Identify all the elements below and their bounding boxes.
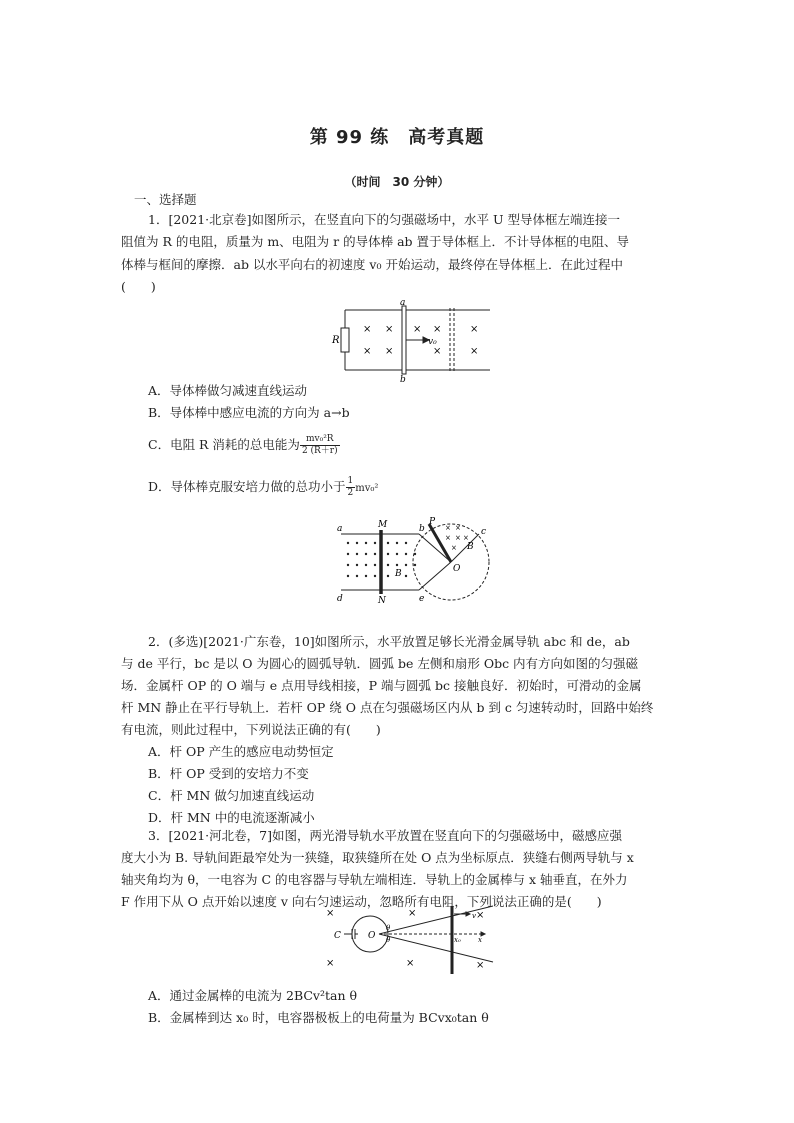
q1-figure <box>325 298 495 385</box>
q1-option-c-text: C．电阻 R 消耗的总电能为 <box>148 437 300 452</box>
svg-text:×: × <box>451 544 457 552</box>
field-cross: × <box>470 324 479 335</box>
q3-line-4: F 作用下从 O 点开始以速度 v 向右匀速运动，忽略所有电阻，下列说法正确的是( ) <box>121 894 602 909</box>
svg-text:×: × <box>455 524 461 532</box>
page-title: 第 99 练 高考真题 <box>309 127 485 148</box>
q3-line-2: 度大小为 B. 导轨间距最窄处为一狭缝，取狭缝所在处 O 点为坐标原点．狭缝右侧两导轨与 x <box>121 850 634 865</box>
field-cross: × <box>433 324 442 335</box>
q1-line-1: 1．[2021·北京卷]如图所示，在竖直向下的匀强磁场中，水平 U 型导体框左端连接一 <box>148 212 620 227</box>
q2-fig-label-n: N <box>378 596 386 606</box>
fraction-denominator: 2 (R＋r) <box>301 446 338 456</box>
field-cross: × <box>470 346 479 357</box>
q1-option-b: B．导体棒中感应电流的方向为 a→b <box>148 405 350 420</box>
q2-fig-label-m: M <box>378 520 388 530</box>
field-cross: × <box>476 910 485 921</box>
field-cross: × <box>476 960 485 971</box>
field-cross: × <box>326 958 335 969</box>
q2-line-2: 与 de 平行，bc 是以 O 为圆心的圆弧导轨．圆弧 be 左侧和扇形 Obc 内有方向如图的匀强磁 <box>121 656 639 671</box>
q1-fig-label-b: b <box>400 375 406 385</box>
svg-text:×: × <box>445 524 451 532</box>
q1-fig-label-a: a <box>400 298 406 308</box>
fraction-denominator: 2 <box>347 488 354 498</box>
q1-fig-label-v0: v₀ <box>428 337 437 347</box>
q2-line-1: 2．(多选)[2021·广东卷，10]如图所示，水平放置足够长光滑金属导轨 abc 和 de，ab <box>148 634 630 649</box>
field-cross: × <box>326 908 335 919</box>
q2-figure <box>333 516 525 616</box>
q3-fig-label-c: C <box>334 931 341 941</box>
q1-line-3: 体棒与框间的摩擦．ab 以水平向右的初速度 v₀ 开始运动，最终停在导体框上．在此过程中 <box>121 257 623 272</box>
svg-text:×: × <box>463 534 469 542</box>
q1-option-c <box>148 434 340 457</box>
q2-line-4: 杆 MN 静止在平行导轨上．若杆 OP 绕 O 点在匀强磁场区内从 b 到 c 匀速转动时，回路中始终 <box>121 700 654 715</box>
svg-text:×: × <box>445 534 451 542</box>
q3-option-a: A．通过金属棒的电流为 2BCv²tan θ <box>148 988 358 1003</box>
q1-fig-label-R: R <box>332 335 340 346</box>
q3-line-1: 3．[2021·河北卷，7]如图，两光滑导轨水平放置在竖直向下的匀强磁场中，磁感应强 <box>148 828 622 843</box>
fraction-numerator: 1 <box>347 476 354 486</box>
q2-option-c: C．杆 MN 做匀加速直线运动 <box>148 788 315 803</box>
q1-option-d-suffix: mv₀² <box>355 483 379 494</box>
field-cross: × <box>363 324 372 335</box>
q3-option-b: B．金属棒到达 x₀ 时，电容器极板上的电荷量为 BCvx₀tan θ <box>148 1010 489 1025</box>
field-cross: × <box>363 346 372 357</box>
q1-option-a: A．导体棒做匀减速直线运动 <box>148 383 308 398</box>
q2-option-b: B．杆 OP 受到的安培力不变 <box>148 766 309 781</box>
q1-line-4: ( ) <box>121 279 156 294</box>
q3-fig-label-o: O <box>368 931 376 941</box>
svg-text:×: × <box>455 534 461 542</box>
q1-option-c-fraction <box>300 434 340 457</box>
q2-line-5: 有电流，则此过程中，下列说法正确的有( ) <box>121 722 381 737</box>
q3-fig-label-theta-bottom: θ <box>386 936 391 944</box>
q2-fig-label-p: P <box>429 517 436 527</box>
q2-option-a: A．杆 OP 产生的感应电动势恒定 <box>148 744 334 759</box>
q3-line-3: 轴夹角均为 θ，一电容为 C 的电容器与导轨左端相连．导轨上的金属棒与 x 轴垂直，在外力 <box>121 872 628 887</box>
q2-option-d: D．杆 MN 中的电流逐渐减小 <box>148 810 315 825</box>
q1-option-d-fraction <box>346 476 356 499</box>
field-cross: × <box>413 324 422 335</box>
q2-fig-label-e: e <box>419 594 425 604</box>
q2-fig-label-b-field-left: B <box>395 569 402 579</box>
q2-fig-label-a: a <box>337 524 343 534</box>
q1-line-2: 阻值为 R 的电阻，质量为 m、电阻为 r 的导体棒 ab 置于导体框上．不计导体框的电阻、导 <box>121 234 630 249</box>
field-cross: × <box>406 958 415 969</box>
q1-option-d-text: D．导体棒克服安培力做的总功小于 <box>148 479 346 494</box>
field-cross: × <box>385 346 394 357</box>
section-heading: 一、选择题 <box>134 192 197 207</box>
q3-figure <box>318 908 500 986</box>
field-cross: × <box>385 324 394 335</box>
q2-fig-label-c: c <box>481 527 487 537</box>
q3-fig-label-v: v <box>472 912 476 920</box>
fraction-numerator: mv₀²R <box>300 434 340 446</box>
q3-fig-label-x0: x₀ <box>454 936 461 944</box>
q2-fig-label-d: d <box>337 594 343 604</box>
q2-fig-label-b: b <box>419 524 425 534</box>
q2-fig-label-o: O <box>453 564 461 574</box>
field-cross: × <box>433 346 442 357</box>
q3-fig-label-theta-top: θ <box>386 924 391 932</box>
field-cross: × <box>408 908 417 919</box>
q3-fig-label-x: x <box>478 936 482 944</box>
q1-option-d <box>148 476 378 499</box>
q2-line-3: 场．金属杆 OP 的 O 端与 e 点用导线相接，P 端与圆弧 bc 接触良好．初始时，可滑动的金属 <box>121 678 642 693</box>
q2-fig-label-b-field: B <box>467 542 474 552</box>
time-limit: （时间 30 分钟） <box>344 175 450 189</box>
